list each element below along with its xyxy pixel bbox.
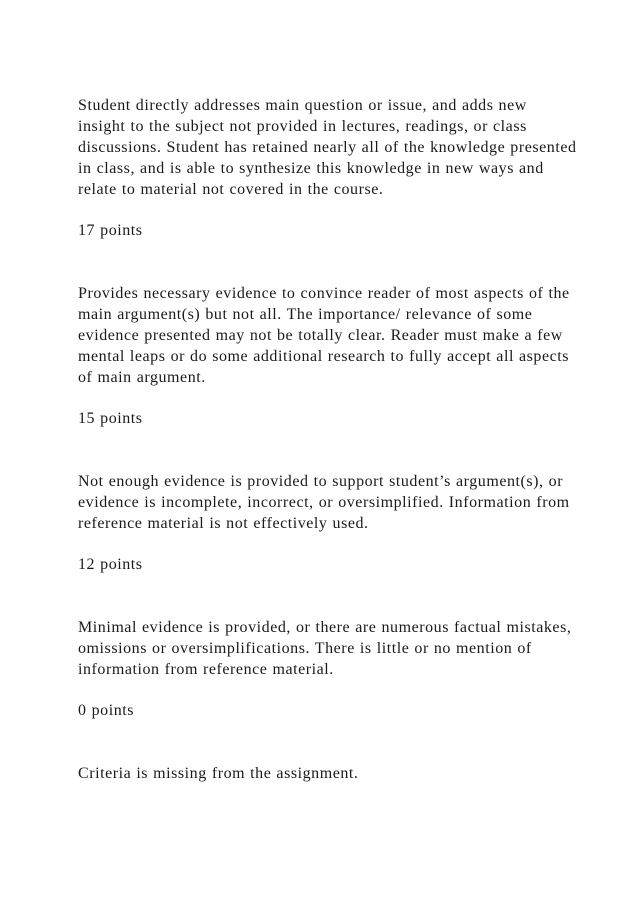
criterion-points: 12 points <box>78 556 143 573</box>
criterion-points: 0 points <box>78 702 135 719</box>
criterion-description: Not enough evidence is provided to support student’s argument(s), or evidence is incomplete, incorrect, or oversimplified. Information from reference material is not effectively used. <box>78 473 570 532</box>
criterion-points: 15 points <box>78 410 143 427</box>
spacer <box>78 241 578 283</box>
rubric-content <box>78 95 578 784</box>
spacer <box>78 388 578 408</box>
criterion-description: Provides necessary evidence to convince reader of most aspects of the main argument(s) but not all. The importance/ relevance of some evidence presented may not be totally clear. Reader must make a few mental leaps or do some additional research to fully accept all aspects of main argument. <box>78 285 570 386</box>
spacer <box>78 721 578 763</box>
spacer <box>78 575 578 617</box>
criterion-points: 17 points <box>78 222 143 239</box>
criterion-description: Student directly addresses main question or issue, and adds new insight to the subject not provided in lectures, readings, or class discussions. Student has retained nearly all of the knowledge presented in class, and is able to synthesize this knowledge in new ways and relate to material not covered in the course. <box>78 97 577 198</box>
spacer <box>78 429 578 471</box>
spacer <box>78 680 578 700</box>
criterion-description: Criteria is missing from the assignment. <box>78 765 359 782</box>
criterion-description: Minimal evidence is provided, or there are numerous factual mistakes, omissions or oversimplifications. There is little or no mention of information from reference material. <box>78 619 572 678</box>
spacer <box>78 534 578 554</box>
spacer <box>78 200 578 220</box>
